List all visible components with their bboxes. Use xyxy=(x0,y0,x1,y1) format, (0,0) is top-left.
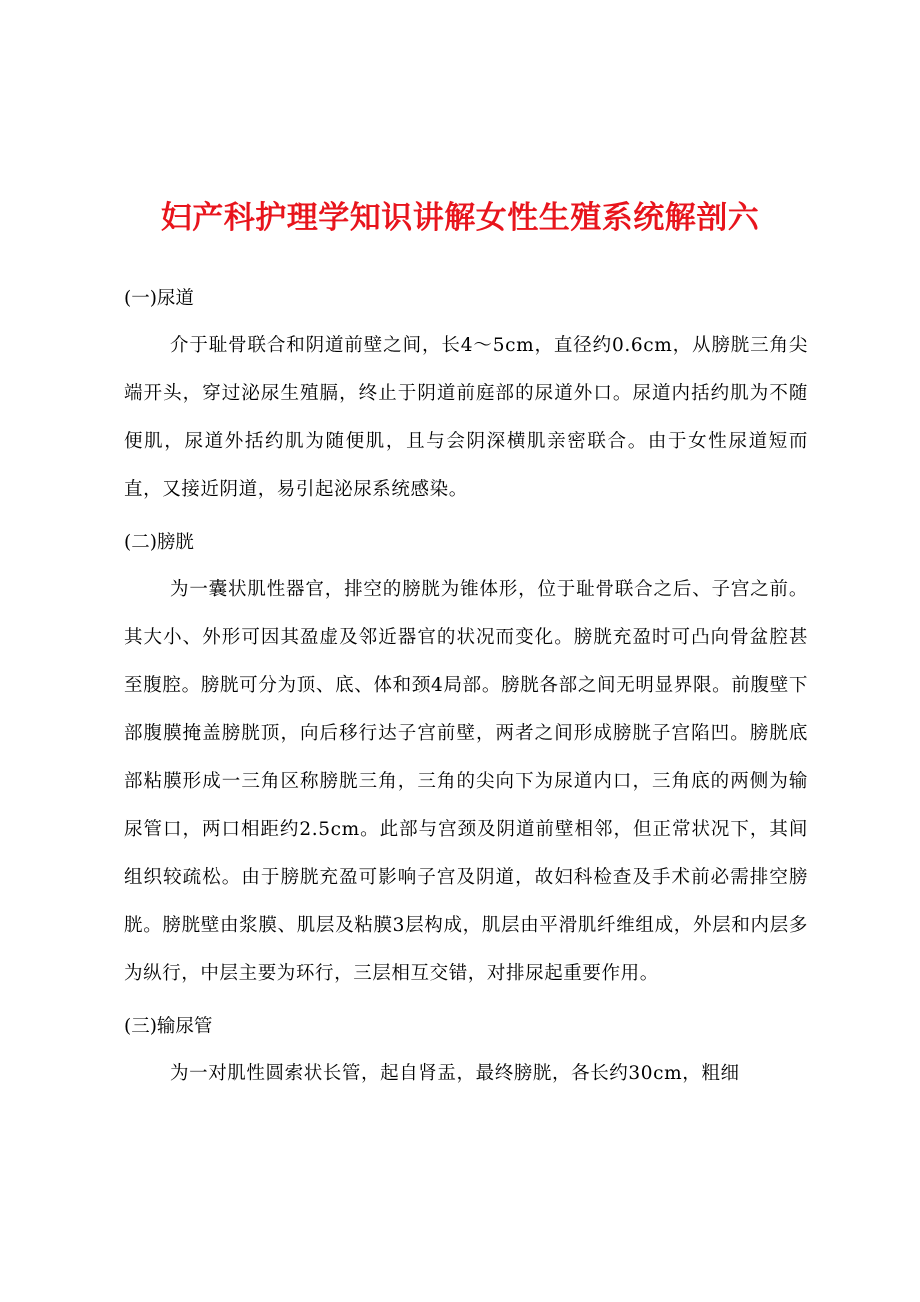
section-heading: (三)输尿管 xyxy=(124,1016,213,1037)
section-paragraph: 介于耻骨联合和阴道前壁之间，长4～5cm，直径约0.6cm，从膀胱三角尖端开头，穿过泌尿生殖膈，终止于阴道前庭部的尿道外口。尿道内括约肌为不随便肌，尿道外括约肌为随便肌，且与会阴深横肌亲密联合。由于女性尿道短而直，又接近阴道，易引起泌尿系统感染。 xyxy=(124,335,808,500)
section-heading: (二)膀胱 xyxy=(124,532,194,553)
section-ureter xyxy=(124,1004,808,1098)
section-paragraph: 为一囊状肌性器官，排空的膀胱为锥体形，位于耻骨联合之后、子宫之前。其大小、外形可因其盈虚及邻近器官的状况而变化。膀胱充盈时可凸向骨盆腔甚至腹腔。膀胱可分为顶、底、体和颈4局部。膀胱各部之间无明显界限。前腹壁下部腹膜掩盖膀胱顶，向后移行达子宫前壁，两者之间形成膀胱子宫陷凹。膀胱底部粘膜形成一三角区称膀胱三角，三角的尖向下为尿道内口，三角底的两侧为输尿管口，两口相距约2.5cm。此部与宫颈及阴道前壁相邻，但正常状况下，其间组织较疏松。由于膀胱充盈可影响子宫及阴道，故妇科检查及手术前必需排空膀胱。膀胱壁由浆膜、肌层及粘膜3层构成，肌层由平滑肌纤维组成，外层和内层多为纵行，中层主要为环行，三层相互交错，对排尿起重要作用。 xyxy=(124,579,808,984)
section-paragraph: 为一对肌性圆索状长管，起自肾盂，最终膀胱，各长约30cm，粗细 xyxy=(170,1063,740,1084)
document-body xyxy=(124,276,808,1104)
section-heading: (一)尿道 xyxy=(124,288,194,309)
section-bladder xyxy=(124,520,808,998)
document-title: 妇产科护理学知识讲解女性生殖系统解剖六 xyxy=(160,200,760,236)
section-urethra xyxy=(124,276,808,514)
